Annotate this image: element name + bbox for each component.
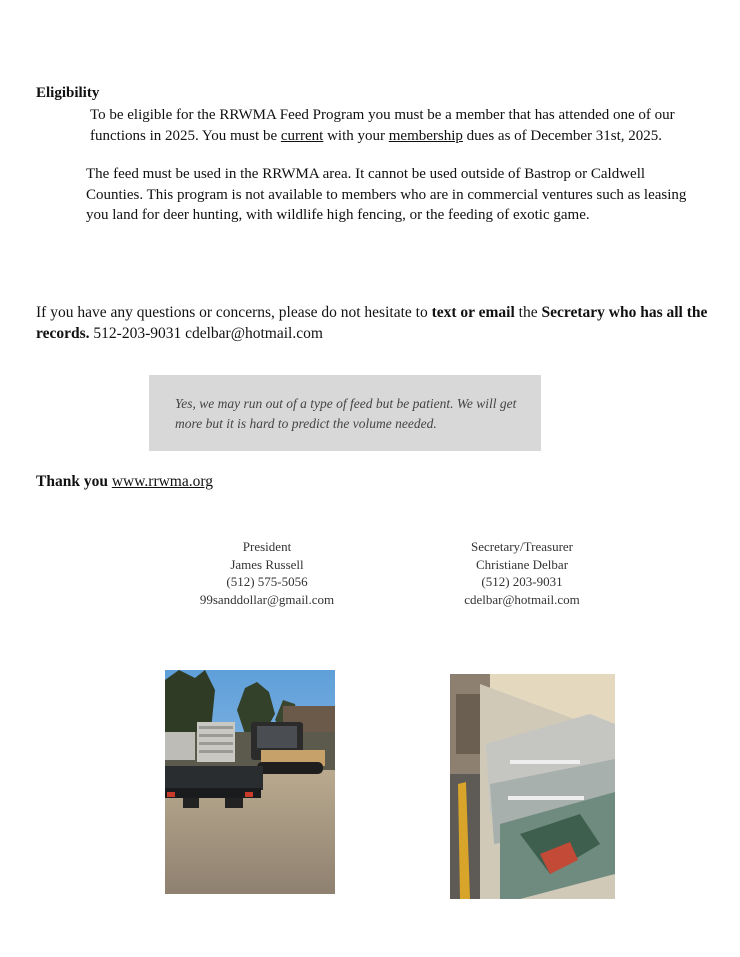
contact-paragraph (36, 303, 716, 344)
feed-bags-photo-image (450, 674, 615, 899)
eligibility-heading: Eligibility (36, 85, 100, 101)
contact-text-c: the (514, 304, 542, 321)
officer-email: 99sanddollar@gmail.com (199, 591, 335, 607)
p1-text-a: To be eligible for the RRWMA Feed Program you must be a member that has attended one of our functions in 2025. You must be (90, 107, 675, 144)
contact-bold-text-or-email: text or email (431, 304, 515, 321)
eligibility-paragraph-2: The feed must be used in the RRWMA area. It cannot be used outside of Bastrop or Caldwell Counties. This program is not available to members who are in commercial ventures such as leasing you land for deer hunting, with wildlife high fencing, or the feeding of exotic game. (86, 166, 687, 223)
membership-underlined: membership (388, 127, 463, 144)
officer-president (167, 538, 367, 608)
thank-you-label: Thank you (36, 473, 108, 490)
trailer-photo-image (165, 670, 335, 894)
officer-secretary (422, 538, 622, 608)
contact-bold-secretary: Secretary who has all the records. (36, 304, 708, 342)
current-underlined: current (280, 127, 324, 144)
p1-text-c: dues as of December 31st, 2025. (462, 127, 663, 144)
callout-text: Yes, we may run out of a type of feed but be patient. We will get more but it is hard to predict the volume needed. (175, 396, 517, 431)
p1-text-b: with your (323, 127, 389, 144)
photo-trailer-skidsteer (165, 670, 335, 894)
officer-email: cdelbar@hotmail.com (464, 591, 580, 607)
contact-text-a: If you have any questions or concerns, please do not hesitate to (36, 304, 432, 321)
officer-name: Christiane Delbar (475, 556, 569, 572)
thank-you-line (36, 473, 213, 491)
officer-phone: (512) 575-5056 (226, 574, 308, 589)
website-link[interactable]: www.rrwma.org (111, 473, 213, 490)
officer-title: Secretary/Treasurer (470, 539, 574, 554)
officer-name: James Russell (230, 556, 304, 572)
officer-title: President (242, 539, 292, 554)
officer-phone: (512) 203-9031 (481, 574, 563, 589)
eligibility-paragraph-1 (90, 105, 700, 146)
contact-phone-email: 512-203-9031 cdelbar@hotmail.com (89, 324, 323, 342)
callout-box (149, 375, 541, 451)
photo-feed-bags (450, 674, 615, 899)
